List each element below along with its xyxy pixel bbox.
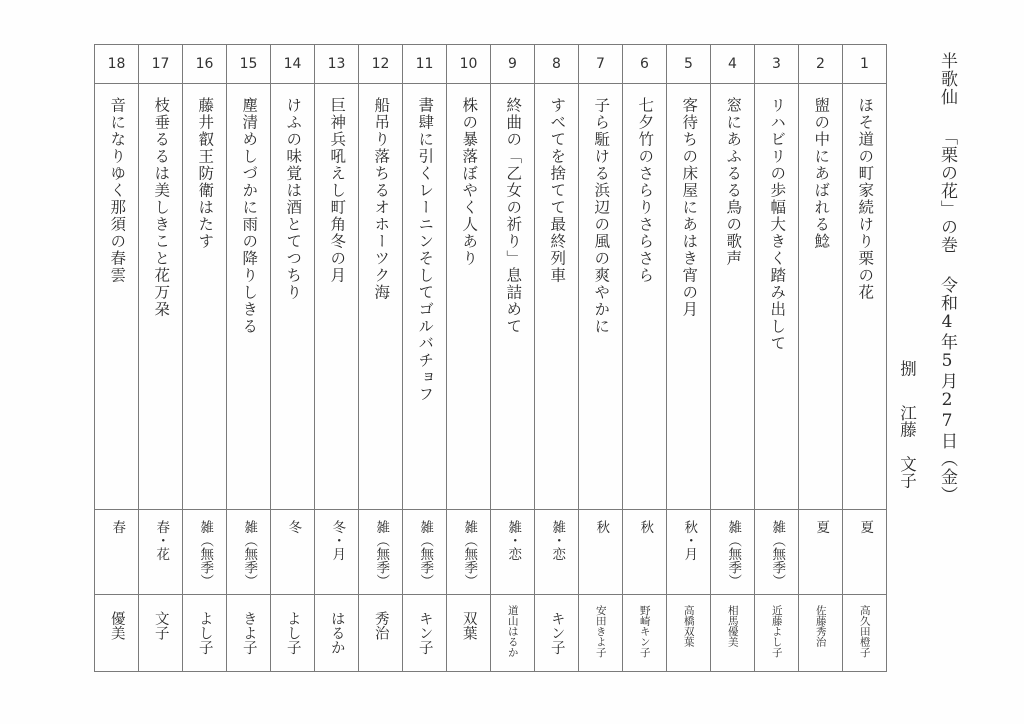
season-label: 秋 — [637, 520, 654, 534]
season-cell-8 — [535, 510, 579, 595]
author-cell-10 — [447, 595, 491, 672]
author-name: 相馬優美 — [726, 605, 739, 647]
author-cell-1 — [843, 595, 887, 672]
verse-number-3: 3 — [755, 45, 799, 84]
author-name: 文子 — [152, 611, 169, 640]
author-cell-18 — [95, 595, 139, 672]
season-label: 雑（無季） — [241, 520, 258, 588]
verse-text: けふの味覚は酒とてつちり — [284, 97, 303, 301]
verse-text: 音になりゆく那須の春雲 — [108, 97, 127, 284]
season-label: 冬 — [285, 520, 302, 534]
season-cell-11 — [403, 510, 447, 595]
title-name: 「栗の花」の巻 — [937, 128, 957, 254]
author-name: 安田きよ子 — [594, 605, 607, 658]
verse-number-1: 1 — [843, 45, 887, 84]
season-cell-17 — [139, 510, 183, 595]
author-cell-2 — [799, 595, 843, 672]
verse-cell-3 — [755, 84, 799, 510]
season-label: 春 — [109, 520, 126, 534]
season-cell-6 — [623, 510, 667, 595]
verse-cell-9 — [491, 84, 535, 510]
verse-text: 巨神兵吼えし町角冬の月 — [328, 97, 347, 284]
verse-cell-11 — [403, 84, 447, 510]
verse-cell-14 — [271, 84, 315, 510]
verse-text: 窓にあふるる鳥の歌声 — [724, 97, 743, 267]
season-cell-9 — [491, 510, 535, 595]
author-cell-11 — [403, 595, 447, 672]
season-cell-14 — [271, 510, 315, 595]
verse-number-17: 17 — [139, 45, 183, 84]
verse-cell-2 — [799, 84, 843, 510]
verse-cell-15 — [227, 84, 271, 510]
verse-table — [94, 44, 887, 672]
verse-text: リハビリの歩幅大きく踏み出して — [768, 97, 787, 352]
verse-text: 子ら駈ける浜辺の風の爽やかに — [592, 97, 611, 335]
verse-text-row — [95, 84, 887, 510]
verse-text: 客待ちの床屋にあはき宵の月 — [680, 97, 699, 318]
recorder-credit — [898, 360, 915, 489]
author-cell-5 — [667, 595, 711, 672]
season-label: 雑（無季） — [461, 520, 478, 588]
recorder-given-name: 文子 — [897, 455, 917, 489]
author-name: 秀治 — [372, 611, 389, 640]
season-label: 雑（無季） — [197, 520, 214, 588]
verse-text: 塵清めしづかに雨の降りしきる — [240, 97, 259, 335]
verse-text: ほそ道の町家続けり栗の花 — [856, 97, 875, 301]
author-name: 佐藤秀治 — [814, 605, 827, 647]
author-name: 近藤よし子 — [770, 605, 783, 658]
verse-number-6: 6 — [623, 45, 667, 84]
season-cell-7 — [579, 510, 623, 595]
verse-number-5: 5 — [667, 45, 711, 84]
verse-number-9: 9 — [491, 45, 535, 84]
season-cell-10 — [447, 510, 491, 595]
season-label: 雑・恋 — [505, 520, 522, 561]
author-cell-13 — [315, 595, 359, 672]
season-label: 雑・恋 — [549, 520, 566, 561]
season-label: 夏 — [813, 520, 830, 534]
verse-cell-18 — [95, 84, 139, 510]
author-name: よし子 — [196, 611, 213, 655]
verse-number-18: 18 — [95, 45, 139, 84]
author-cell-9 — [491, 595, 535, 672]
verse-cell-12 — [359, 84, 403, 510]
verse-number-row — [95, 45, 887, 84]
season-cell-4 — [711, 510, 755, 595]
season-row — [95, 510, 887, 595]
author-name: はるか — [328, 611, 345, 655]
verse-text: 終曲の「乙女の祈り」息詰めて — [504, 97, 523, 335]
verse-text: 藤井叡王防衛はたす — [196, 97, 215, 250]
verse-cell-10 — [447, 84, 491, 510]
author-name: キン子 — [416, 611, 433, 655]
verse-cell-6 — [623, 84, 667, 510]
recorder-family-name: 江藤 — [897, 404, 917, 438]
verse-number-8: 8 — [535, 45, 579, 84]
verse-text: 株の暴落ぼやく人あり — [460, 97, 479, 267]
season-cell-15 — [227, 510, 271, 595]
season-label: 夏 — [857, 520, 874, 534]
author-cell-7 — [579, 595, 623, 672]
verse-text: すべてを捨てて最終列車 — [548, 97, 567, 284]
verse-cell-17 — [139, 84, 183, 510]
author-name: きよ子 — [240, 611, 257, 655]
author-cell-17 — [139, 595, 183, 672]
verse-text: 枝垂るるは美しきこと花万朶 — [152, 97, 171, 318]
verse-cell-1 — [843, 84, 887, 510]
verse-number-12: 12 — [359, 45, 403, 84]
title-prefix: 半歌仙 — [937, 52, 957, 106]
author-cell-15 — [227, 595, 271, 672]
verse-cell-5 — [667, 84, 711, 510]
season-cell-12 — [359, 510, 403, 595]
verse-number-10: 10 — [447, 45, 491, 84]
season-cell-1 — [843, 510, 887, 595]
season-label: 雑（無季） — [373, 520, 390, 588]
season-label: 秋 — [593, 520, 610, 534]
verse-number-15: 15 — [227, 45, 271, 84]
verse-cell-7 — [579, 84, 623, 510]
season-cell-3 — [755, 510, 799, 595]
verse-number-4: 4 — [711, 45, 755, 84]
season-cell-16 — [183, 510, 227, 595]
author-name: 高橋双葉 — [682, 605, 695, 647]
author-name: よし子 — [284, 611, 301, 655]
verse-cell-16 — [183, 84, 227, 510]
season-cell-18 — [95, 510, 139, 595]
verse-text: 書肆に引くレーニンそしてゴルバチョフ — [416, 97, 435, 403]
author-row — [95, 595, 887, 672]
author-cell-12 — [359, 595, 403, 672]
season-cell-5 — [667, 510, 711, 595]
verse-number-11: 11 — [403, 45, 447, 84]
season-cell-13 — [315, 510, 359, 595]
season-label: 雑（無季） — [769, 520, 786, 588]
author-cell-16 — [183, 595, 227, 672]
verse-text: 七夕竹のさらりさらさら — [636, 97, 655, 284]
verse-text: 船吊り落ちるオホーツク海 — [372, 97, 391, 301]
author-name: 道山はるか — [506, 605, 519, 658]
season-cell-2 — [799, 510, 843, 595]
verse-number-7: 7 — [579, 45, 623, 84]
author-cell-6 — [623, 595, 667, 672]
author-name: 優美 — [108, 611, 125, 640]
season-label: 雑（無季） — [725, 520, 742, 588]
season-label: 秋・月 — [681, 520, 698, 561]
verse-number-16: 16 — [183, 45, 227, 84]
season-label: 雑（無季） — [417, 520, 434, 588]
author-name: 双葉 — [460, 611, 477, 640]
author-name: 高久田橙子 — [858, 605, 871, 658]
verse-cell-8 — [535, 84, 579, 510]
author-cell-14 — [271, 595, 315, 672]
author-name: キン子 — [548, 611, 565, 655]
document-title — [938, 52, 955, 504]
season-label: 冬・月 — [329, 520, 346, 561]
session-date: 令和4年5月27日（金） — [937, 276, 957, 504]
recorder-label: 捌 — [897, 360, 917, 377]
author-cell-4 — [711, 595, 755, 672]
verse-cell-4 — [711, 84, 755, 510]
author-cell-8 — [535, 595, 579, 672]
verse-number-2: 2 — [799, 45, 843, 84]
verse-text: 盥の中にあばれる鯰 — [812, 97, 831, 250]
author-name: 野崎キン子 — [638, 605, 651, 658]
verse-number-13: 13 — [315, 45, 359, 84]
verse-cell-13 — [315, 84, 359, 510]
author-cell-3 — [755, 595, 799, 672]
verse-number-14: 14 — [271, 45, 315, 84]
season-label: 春・花 — [153, 520, 170, 561]
